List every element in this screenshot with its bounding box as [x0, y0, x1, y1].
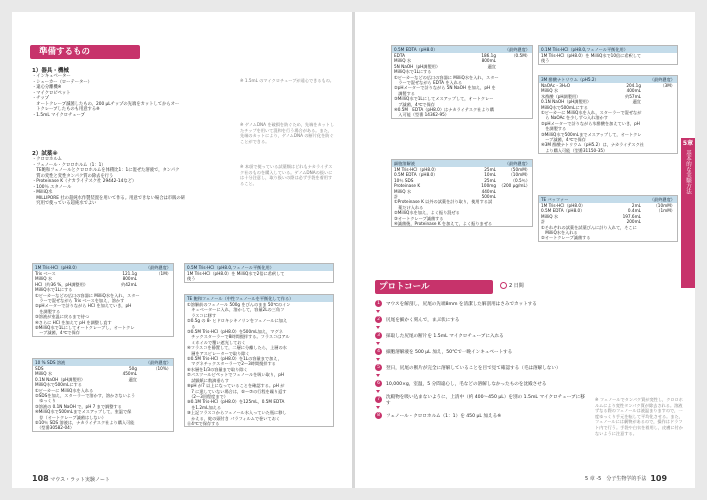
recipe-note: ⑥水層を1/3の容量まで取り除く — [187, 366, 248, 372]
recipe-note: 試験紙に数滴垂らす — [187, 377, 229, 383]
recipe-cell: 2mL — [631, 203, 641, 208]
list-item: ・Proteinase K（ナカライテスク社 29442-14など） — [32, 179, 137, 184]
recipe-cell: 適宜 — [487, 63, 496, 69]
recipe-cell: 1M Tris-HCl（pH8.0） — [541, 203, 586, 208]
recipe-note: ②pHメーターで計りながら HCl を加えていき，pH — [35, 303, 132, 309]
recipe-cell: SDS — [35, 366, 44, 371]
recipe-rows — [392, 53, 532, 75]
recipe-note: を調製する — [35, 308, 61, 314]
recipe-cell: （1M） — [156, 271, 171, 276]
recipe-cell — [641, 58, 675, 63]
step-arrow-icon — [376, 374, 380, 377]
recipe-cell: 450mL — [122, 371, 137, 377]
recipe-cell: Proteinase K — [394, 183, 421, 189]
recipe-cell: 400mL — [626, 88, 641, 94]
step-arrow-icon — [376, 326, 380, 329]
recipe-cell: 50g — [129, 366, 137, 371]
recipe-rows — [539, 53, 677, 64]
recipe-note: ④0.5M EDTA（pH8.0）はナカライテスク社より購 — [394, 107, 494, 113]
recipe-note: ラーで混ぜながら Tris ベースを加え，溶かす — [35, 298, 125, 304]
recipe-cell: （3M） — [660, 83, 675, 88]
recipe-note: 入可能（型番 14362-95） — [394, 112, 449, 118]
margin-note: ※ ゲノムDNA を破損を防ぐため，先端をカットしたチップを用いて混和を行う場合がある。また，先端のカットにより，ゲノムDNA の断片化を防ぐことができる。 — [240, 122, 335, 144]
footer-title: マウス・ラット実験ノート — [50, 477, 110, 483]
box-lysis-buffer — [391, 159, 533, 227]
recipe-cell: 25mL — [484, 167, 496, 172]
recipe-note: ⑤10％ SDS 溶液は，ナカライテスク社より購入可能 — [35, 420, 135, 426]
list-item: トクレーブしたものも用意する※ — [32, 107, 100, 112]
recipe-note: ブ滅菌，4℃で保存 — [394, 101, 435, 107]
recipe-note: ①Proteinase K 以外の試薬を計り取り，使用する試 — [394, 199, 493, 205]
recipe-cell: MilliQ 水 — [394, 58, 412, 64]
recipe-cell: （1mM） — [656, 208, 675, 214]
recipe-cell: 1M Tris-HCl（pH8.0）を MilliQ水で2倍に希釈して — [187, 271, 285, 276]
recipe-notes — [539, 110, 677, 153]
recipe-notes — [33, 388, 173, 431]
recipe-note: ⑦パスツールピペットでフェノールを吸い取り，pH — [187, 372, 284, 378]
protocol-step — [375, 316, 585, 323]
recipe-note: ①溶解前のフェノール 500g をびんのまま 50℃のイン — [187, 302, 291, 307]
step-number: 3 — [375, 332, 382, 339]
right-footer — [585, 474, 667, 483]
recipe-note: ラスコに移す — [187, 312, 217, 318]
recipe-cell: EDTA — [394, 53, 405, 58]
recipe-cell: 1M Tris-HCl（pH8.0）を MilliQ水で10倍に希釈して — [541, 53, 642, 58]
margin-notes — [240, 78, 335, 214]
box-edta — [391, 45, 533, 119]
recipe-note: ⑤0.5M Tris-HCl（pH8.0）を1Lの容量まで加え， — [187, 356, 282, 362]
protocol-step — [375, 364, 585, 371]
step-text: 尻尾を細かく刻んで，まぶ状にする — [386, 317, 460, 323]
recipe-note: ①ビーカーなどの広口の容器に MilliQ水を入れ，スター — [35, 292, 140, 298]
recipe-cell: 計 — [394, 194, 399, 200]
list-item: ・シェーカー（ローテーター） — [32, 79, 92, 85]
recipe-cell: MilliQ水で1Lにする — [394, 69, 432, 75]
footer-title: 5 章 -5 分子生物学的手法 — [585, 476, 647, 482]
recipe-note: キュベーターに入れ，溶かして，容量2Lの三角フ — [187, 307, 285, 313]
reagents-heading: 2）試薬※ — [32, 151, 58, 157]
protocol-step — [375, 348, 585, 355]
recipe-cell: 197.6mL — [622, 213, 641, 219]
recipe-note: ②SDSを加え，スターラーで溶かす，溶かさないよう — [35, 393, 136, 399]
protocol-step — [375, 332, 585, 339]
recipe-note: 7 に達していない場合は，⑤〜⑦の行程を繰り返す — [187, 388, 287, 394]
step-number: 2 — [375, 316, 382, 323]
recipe-cell: （10mM） — [508, 172, 530, 178]
recipe-cell: NaOAc・3H₂O — [541, 83, 570, 88]
recipe-cell: 約42mL — [121, 281, 137, 287]
box-header: 0.5M EDTA（pH8.0） （最終濃度） — [394, 47, 530, 52]
recipe-note: （2〜3回程度まで） — [187, 393, 228, 399]
recipe-cell — [496, 194, 530, 199]
recipe-note: ④滅菌後，Proteinase K を加えて，よく振りまぜる — [394, 221, 493, 227]
recipe-cell: 10mL — [484, 172, 496, 178]
recipe-cell — [137, 287, 171, 292]
recipe-cell: 0.4mL — [627, 208, 641, 214]
recipe-notes — [33, 293, 173, 336]
list-item: ・1.5mL マイクロチューブ — [32, 112, 85, 118]
recipe-cell: 0.1N NaOH（pH調製用） — [541, 99, 592, 105]
recipe-note: ②pHメーターで計りながら 5N NaOH を加え，pH を — [394, 85, 496, 91]
recipe-note: ラーで混ぜながら EDTA を入れる — [394, 80, 463, 86]
recipe-cell: 440mL — [481, 188, 496, 194]
clock-icon — [500, 282, 507, 289]
box-tris-hcl — [32, 263, 174, 337]
step-number: 6 — [375, 380, 382, 387]
recipe-cell: （50mM） — [508, 167, 530, 172]
step-text: 細胞溶解液を 500 μL 加え，50℃で一晩インキュベートする — [386, 349, 513, 355]
recipe-cell: （10mM） — [653, 203, 675, 208]
recipe-cell: （200 μg/mL） — [499, 183, 530, 189]
recipe-note: MilliQ水を入れる — [541, 230, 578, 236]
recipe-cell: MilliQ水で500mLにする — [541, 104, 588, 110]
step-arrow-icon — [376, 310, 380, 313]
list-item: ・マイクロピペット — [32, 90, 71, 96]
recipe-note: チックスターラーで8時間撹拌する。フラスコはアル — [187, 334, 290, 340]
step-number: 4 — [375, 348, 382, 355]
protocol-step — [375, 380, 585, 387]
recipe-row — [33, 382, 173, 387]
recipe-cell: 500mL — [481, 194, 496, 200]
reagents-section — [32, 149, 242, 207]
list-item: ・遠心分離機※ — [32, 85, 62, 90]
recipe-cell: MilliQ 水 — [541, 88, 559, 94]
recipe-cell — [297, 276, 331, 281]
page-number: 108 — [32, 474, 49, 483]
recipe-note: ゆっくり — [35, 398, 56, 404]
recipe-cell: 5N NaOH（pH調製用） — [394, 63, 441, 69]
recipe-note: ①それぞれの試薬を試薬びんに計り入れて，そこに — [541, 224, 637, 230]
recipe-cell: 適宜 — [128, 376, 137, 382]
recipe-cell — [641, 219, 675, 224]
recipe-cell: 0.5M EDTA（pH8.0） — [541, 208, 585, 214]
recipe-note: マグネチックスターラーで2〜3時間撹拌する — [187, 361, 276, 367]
box-sodium-acetate — [538, 75, 678, 154]
recipe-note: ④フラスコを静置して，二層に分離したら，上層の水 — [187, 345, 287, 351]
step-text: 翌日，尻尾の断片が完全に溶解していることを目で見て確認する（毛は溶解しない） — [386, 365, 561, 371]
box-tris-diluted — [538, 45, 678, 65]
box-header: 0.5M Tris-HCl（pH8.0,フェノール平衡化用） — [185, 264, 333, 271]
recipe-note: ③MilliQ水で500mLまでメスアップして，オートクレ — [541, 131, 642, 137]
recipe-row — [33, 287, 173, 292]
recipe-cell: 200mL — [626, 219, 641, 225]
recipe-rows — [185, 271, 333, 282]
recipe-note: ④MilliQ水で500mLまでメスアップして，室温で保 — [35, 409, 132, 415]
recipe-note: を調製する — [541, 126, 567, 132]
list-item: ・クロロホルム — [32, 157, 62, 162]
recipe-note: かえる，蛇の頭付き パラフィルムで巻いておく — [187, 415, 280, 421]
recipe-cell: 0.1N NaOH（pH調製用） — [35, 376, 86, 382]
list-item: ・100％ エタノール — [32, 184, 72, 190]
step-text: フェノール・クロロホルム（1：1）を 450 μL 加える※ — [386, 413, 502, 419]
recipe-note: より購入可能（型番31150-35） — [541, 147, 608, 153]
list-item: ・フェノール・クロロホルム（1：1） — [32, 162, 106, 168]
recipe-cell: 800mL — [122, 276, 137, 282]
recipe-note: ④さらに HCl を加えて pH を調整し直す — [35, 319, 112, 325]
box-te-phenol — [184, 294, 334, 427]
recipe-rows — [33, 366, 173, 388]
page-number: 109 — [650, 474, 668, 483]
recipe-cell: 186.1g — [481, 53, 496, 58]
recipe-cell: 使う — [187, 276, 196, 282]
margin-note: ※ 本項で使っている試薬類はどれもナカライテスク社のものを購入している。ゲノムDNAの扱いには十分注意し，取り扱いの際は必ず手袋を着用すること。 — [240, 164, 333, 186]
recipe-row — [185, 276, 333, 281]
box-header: 1M Tris-HCl（pH8.0） （最終濃度） — [35, 265, 171, 270]
list-item: オートクレーブ滅菌したもの。200 μLチップの先端をカットしてからオー — [32, 101, 180, 107]
recipe-cell: MilliQ 水 — [394, 188, 412, 194]
recipe-note: 層をアスピレーターで取り除く — [187, 350, 250, 356]
recipe-cell: 800mL — [481, 58, 496, 64]
step-text: 10,000×g，室温，5 分間遠心し，毛などの溶解しなかったものを沈殿させる — [386, 381, 547, 387]
recipe-note: ①ビーカーなどの広口の容器に MilliQ水を入れ，スター — [394, 74, 499, 80]
list-item: ・チップ — [32, 96, 50, 101]
step-text: 採取した尻尾の断片を 1.5mL マイクロチューブに入れる — [386, 333, 504, 339]
box-header: 10 % SDS 溶液 （最終濃度） — [35, 360, 171, 365]
box-sds — [32, 358, 174, 432]
box-header: TE バッファー （最終濃度） — [541, 197, 675, 202]
recipe-cell: 約57mL — [625, 93, 641, 99]
step-number: 8 — [375, 412, 382, 419]
recipe-cell: Tris ベース — [35, 271, 56, 276]
reagents-list — [32, 157, 242, 207]
recipe-cell: 100mg — [481, 183, 496, 189]
recipe-note: ③0.5M Tris-HCl（pH8.0）を500mL加え，マグネ — [187, 329, 283, 335]
recipe-cell: 使う — [541, 58, 550, 64]
recipe-cell: 121.1g — [122, 271, 137, 276]
recipe-cell — [641, 105, 675, 110]
box-te-buffer — [538, 195, 678, 242]
step-arrow-icon — [376, 390, 380, 393]
protocol-step — [375, 300, 585, 307]
recipe-note: ①ビーカーに MilliQ水を入れる — [35, 387, 94, 393]
recipe-note: ⑨0.1M Tris-HCl（pH8.0）を125mL，0.5M EDTA — [187, 399, 285, 405]
recipe-rows — [539, 203, 677, 225]
recipe-cell: HCl（約36 %，pH調整用） — [35, 281, 88, 287]
chapter-tab — [681, 138, 695, 288]
recipe-note: ⑧pH が7 以上になっていることを確認する。pH が — [187, 383, 285, 389]
box-header: 3M 酢酸ナトリウム（pH5.2） （最終濃度） — [541, 77, 675, 82]
recipe-cell: 25mL — [484, 177, 496, 183]
equipment-list — [32, 74, 242, 118]
recipe-cell: 氷酢酸（pH調製用） — [541, 93, 581, 99]
box-lysis-tris — [184, 263, 334, 283]
recipe-note: （型番30582-04） — [35, 425, 75, 431]
recipe-cell: MilliQ 水 — [541, 213, 559, 219]
recipe-note: ②MilliQ水を加え，よく振り混ぜる — [394, 210, 460, 216]
recipe-note: 調製する — [394, 90, 415, 96]
duration-text: 2 日間 — [509, 283, 524, 289]
list-item: TE飽和フェノールとクロロホルムを体積比1：1に混ぜた溶液で，タンパク — [32, 168, 180, 173]
recipe-rows — [539, 83, 677, 110]
step-text: マウスを解剖し，尻尾の先端8mm を清潔した解剖用はさみでカットする — [386, 301, 537, 307]
recipe-cell: （10%） — [153, 366, 171, 371]
recipe-note: ②pHメーターで計りながら氷酢酸を加えていき，pH — [541, 120, 640, 126]
recipe-cell — [137, 382, 171, 387]
recipe-cell: 0.5M EDTA（pH8.0） — [394, 172, 438, 178]
step-arrow-icon — [376, 406, 380, 409]
recipe-note: ーブ滅菌，4℃で保存 — [541, 137, 586, 143]
recipe-note: を1.2mL加える — [187, 404, 222, 410]
list-item: MILLIPORE 社の超純水作製装置を用いて作る。用意できない場合は市販の研 — [32, 195, 185, 201]
recipe-note: ④3M 酢酸ナトリウム（pH5.2）は，ナカライテスク社 — [541, 142, 644, 148]
left-page — [12, 12, 352, 488]
protocol-side-note: ※ フェノールでタンパク質が変性し，クロロホルムにより変性タンパク質が除去される。溶液ずなる際のフェノールは液温まりますので，一度ゆっくり手元を転して平均化させる。また，フェノールには劇物があるので，操作はドラフト内で行う。手袋や白衣を着用し，皮膚に付かないように注意する。 — [595, 397, 683, 436]
recipe-cell: MilliQ 水 — [35, 276, 53, 282]
protocol-steps — [375, 300, 585, 419]
recipe-note: ⑪4℃で保存する — [187, 420, 220, 426]
recipe-cell — [496, 69, 530, 74]
recipe-row — [539, 58, 677, 63]
recipe-cell: （0.5％） — [510, 177, 530, 183]
box-header: 0.1M Tris-HCl（pH8.0,フェノール平衡化用） — [539, 46, 677, 53]
step-arrow-icon — [376, 358, 380, 361]
recipe-cell: MilliQ水で1Lにする — [35, 287, 73, 293]
recipe-note: ②0.5g の 8- ヒドロキシキノリンをフェノールに加え — [187, 318, 288, 324]
recipe-cell: 204.1g — [626, 83, 641, 88]
step-number: 7 — [375, 396, 382, 403]
list-item: 質の変性と変性タンパク質の除去を行う — [32, 173, 114, 179]
list-item: ・インキュベーター — [32, 74, 71, 79]
recipe-note: ⑤MilliQ水で1Lにしてオートクレーブし，オートクレ — [35, 325, 135, 331]
recipe-cell: 適宜 — [632, 99, 641, 105]
recipe-cell: 計 — [541, 219, 546, 225]
left-footer — [32, 474, 110, 483]
recipe-note: ⑩上記フラスコからフェノール水入っていた瓶に移し — [187, 410, 287, 416]
recipe-rows — [33, 271, 173, 293]
recipe-row — [392, 69, 532, 74]
equipment-section — [32, 66, 242, 118]
recipe-note: ら NaOAc を少しずつ入れ溶かす — [541, 115, 608, 121]
recipe-note: ③溶液が室温に戻るまで待つ — [35, 314, 90, 320]
recipe-note: ①ビーカーに MilliQ水を入れ，スターラーで混ぜなが — [541, 110, 642, 116]
right-page — [355, 12, 695, 488]
recipe-notes — [392, 199, 532, 226]
recipe-cell: MilliQ水で500mLにする — [35, 382, 82, 388]
recipe-cell: MilliQ 水 — [35, 371, 53, 377]
chapter-number: 5章 — [682, 140, 694, 147]
margin-note: ※ 1.5mL のマイクロチューブが遠心できるもの。 — [240, 78, 334, 83]
recipe-note: ②オートクレーブ滅菌する — [541, 235, 591, 241]
protocol-step — [375, 394, 585, 406]
protocol-title: プロトコール — [375, 280, 493, 294]
section-title: 準備するもの — [30, 45, 140, 59]
protocol-step — [375, 412, 585, 419]
recipe-notes — [392, 75, 532, 118]
recipe-note: ③MilliQ水で1Lにしてメスアップして，オートクレー — [394, 96, 494, 102]
recipe-row — [539, 219, 677, 224]
recipe-note: ③オートクレーブ滅菌する — [394, 215, 444, 221]
equipment-heading: 1）器具・機械 — [32, 68, 69, 74]
recipe-note: 薬だけ入れる — [394, 204, 424, 210]
step-text: 沈殿物を吸い込まないように，上清中（約 400〜450 μL）を別の 1.5mL マイクロチューブに移す — [386, 394, 585, 406]
step-arrow-icon — [376, 342, 380, 345]
recipe-note: ミホイルで覆い遮光しておく — [187, 339, 246, 345]
recipe-note: る — [187, 323, 196, 329]
list-item: ・MilliQ水 — [32, 190, 53, 195]
recipe-note: ③溶液の 0.1N NaOH で，pH 7 まで調整する — [35, 403, 122, 409]
recipe-cell: 10％ SDS — [394, 177, 414, 183]
recipe-note: 存（オートクレーブ滅菌はしない） — [35, 414, 106, 420]
step-number: 1 — [375, 300, 382, 307]
list-item: 究用で使っている超純水でよい — [32, 201, 97, 206]
recipe-rows — [392, 167, 532, 199]
box-header: 細胞溶解液 （最終濃度） — [394, 161, 530, 166]
recipe-note: ーブ滅菌，4℃で保存 — [35, 330, 80, 336]
recipe-cell: （0.5M） — [511, 53, 530, 58]
step-number: 5 — [375, 364, 382, 371]
chapter-title: 基本的な実験方法 — [685, 150, 691, 194]
recipe-notes — [539, 225, 677, 241]
duration-badge — [500, 282, 524, 289]
recipe-notes — [185, 302, 333, 426]
recipe-cell: 1M Tris-HCl（pH8.0） — [394, 167, 439, 172]
box-header: TE 飽和フェノール（中性フェノールを平衡化して作る） — [185, 295, 333, 302]
